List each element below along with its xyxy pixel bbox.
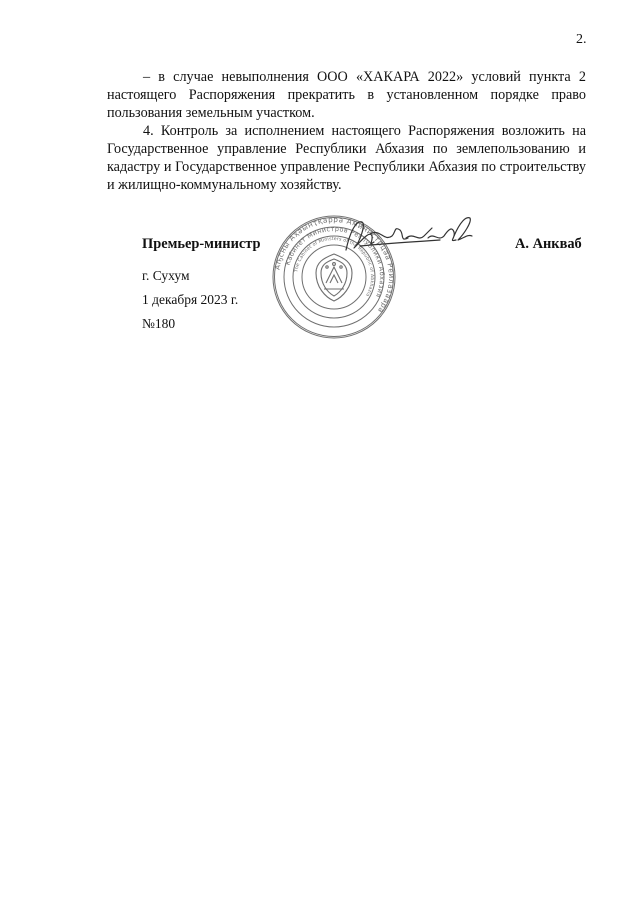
coat-of-arms-emblem [316,254,352,301]
document-date: 1 декабря 2023 г. [142,292,239,307]
seal-outer-text: Аҧсны Аҳәынҭқарра Аминистрцәа Реилазаара [272,215,396,316]
seal-middle-text: Кабинет Министров Республики Абхазия [283,224,387,299]
document-city: г. Сухум [142,268,190,283]
page-number: 2. [576,32,587,47]
seal-inner-text: The Cabinet of Ministers of the Republic of Abkhazia [294,236,375,298]
paragraph-control-clause: 4. Контроль за исполнением настоящего Распоряжения возложить на Государственное управление Республики Абхазия по землепользованию и кадастру и Государственное управление Республики Абхазия по строительству и жилищно-коммунальному хозяйству. [107,123,586,193]
document-number: №180 [142,316,176,331]
signatory-name: А. Анкваб [515,236,582,252]
signatory-title: Премьер-министр [142,236,261,252]
document-body [107,68,586,194]
paragraph-termination-clause: – в случае невыполнения ООО «ХАКАРА 2022» условий пункта 2 настоящего Распоряжения прекратить в установленном порядке право пользования земельным участком. [107,69,586,121]
handwritten-signature-icon [340,212,480,260]
